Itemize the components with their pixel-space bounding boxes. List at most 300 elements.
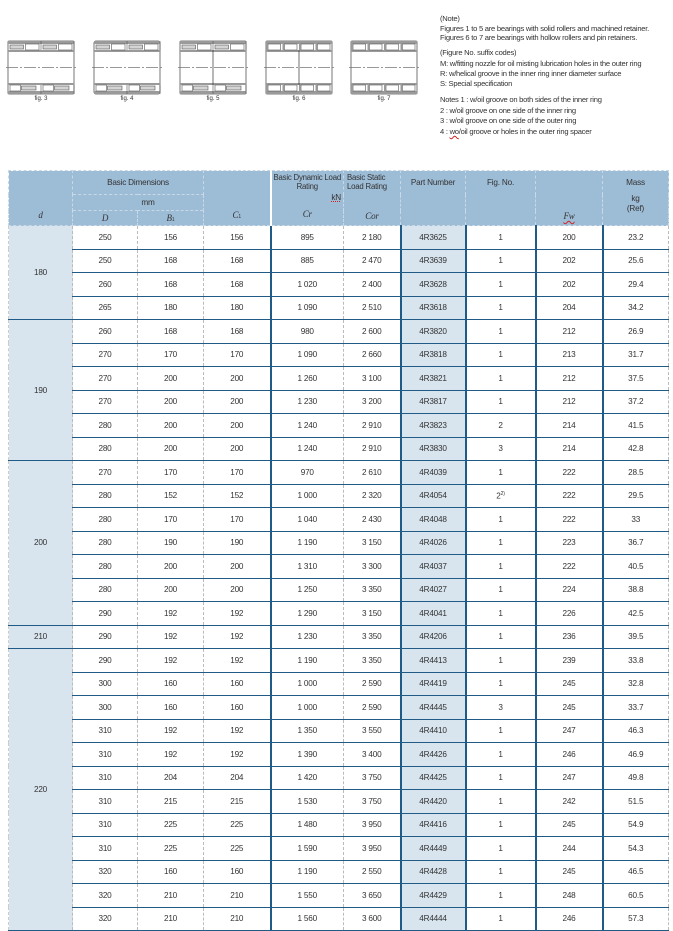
cell-fw: 247	[536, 719, 603, 743]
cell-fw: 212	[536, 390, 603, 414]
cell-part-number: 4R4027	[401, 578, 466, 602]
cell-cr: 1 000	[271, 672, 344, 696]
cell-cor: 3 350	[344, 578, 401, 602]
table-row	[9, 508, 669, 532]
cell-fw: 247	[536, 766, 603, 790]
fig-value: 1	[498, 820, 503, 830]
cell-B1: 192	[138, 649, 204, 673]
cell-fw: 204	[536, 296, 603, 320]
cell-cor: 2 590	[344, 696, 401, 720]
cell-part-number: 4R4445	[401, 696, 466, 720]
table-row	[9, 296, 669, 320]
cell-B1: 168	[138, 273, 204, 297]
fig-value: 3	[498, 444, 503, 454]
cell-cor: 2 610	[344, 461, 401, 485]
cell-mass: 49.8	[603, 766, 669, 790]
bearing-fig5-icon	[178, 40, 248, 95]
fig-value: 1	[498, 303, 503, 313]
cell-fig-no	[466, 390, 536, 414]
dynamic-label: Basic Dynamic Load Rating	[273, 173, 341, 191]
cell-fig-no	[466, 273, 536, 297]
cell-part-number: 4R3818	[401, 343, 466, 367]
cell-part-number: 4R4048	[401, 508, 466, 532]
cell-part-number: 4R3618	[401, 296, 466, 320]
table-row	[9, 273, 669, 297]
cell-part-number: 4R4419	[401, 672, 466, 696]
cell-cr: 1 190	[271, 531, 344, 555]
cell-B1: 192	[138, 602, 204, 626]
cell-fw: 245	[536, 696, 603, 720]
cell-C1: 192	[204, 719, 271, 743]
cell-C1: 180	[204, 296, 271, 320]
cell-B1: 225	[138, 837, 204, 861]
cell-B1: 192	[138, 625, 204, 649]
cell-fw: 245	[536, 860, 603, 884]
cell-cor: 2 430	[344, 508, 401, 532]
cell-fig-no	[466, 367, 536, 391]
fig-value: 1	[498, 373, 503, 383]
cell-cor: 3 750	[344, 790, 401, 814]
cell-mass: 46.5	[603, 860, 669, 884]
figure-caption: fig. 5	[206, 96, 220, 102]
note4-prefix: 4 :	[440, 126, 450, 136]
cell-fw: 224	[536, 578, 603, 602]
cell-fig-no	[466, 555, 536, 579]
suffix-title: (Figure No. suffix codes)	[440, 47, 517, 57]
cell-fig-no	[466, 461, 536, 485]
cell-B1: 200	[138, 555, 204, 579]
cell-part-number: 4R3821	[401, 367, 466, 391]
cell-B1: 152	[138, 484, 204, 508]
cell-part-number: 4R4425	[401, 766, 466, 790]
cell-mass: 42.5	[603, 602, 669, 626]
cell-mass: 39.5	[603, 625, 669, 649]
cell-fw: 239	[536, 649, 603, 673]
cell-fig-no	[466, 226, 536, 250]
table-row	[9, 743, 669, 767]
cell-cr: 1 090	[271, 343, 344, 367]
cell-D: 270	[73, 343, 138, 367]
cell-fw: 242	[536, 790, 603, 814]
cell-cr: 1 190	[271, 860, 344, 884]
cell-fw: 200	[536, 226, 603, 250]
cell-cor: 3 650	[344, 884, 401, 908]
cell-cor: 3 200	[344, 390, 401, 414]
cell-cor: 2 600	[344, 320, 401, 344]
cell-cor: 3 350	[344, 649, 401, 673]
cell-D: 310	[73, 719, 138, 743]
cell-fw: 246	[536, 907, 603, 931]
cell-B1: 192	[138, 743, 204, 767]
unit-kg: kg	[631, 194, 640, 203]
cell-fig-no	[466, 484, 536, 508]
cell-fw: 222	[536, 461, 603, 485]
cell-D: 260	[73, 273, 138, 297]
cell-C1: 160	[204, 696, 271, 720]
cell-cr: 1 000	[271, 696, 344, 720]
cell-B1: 200	[138, 437, 204, 461]
cell-C1: 200	[204, 367, 271, 391]
cell-mass: 25.6	[603, 249, 669, 273]
cell-part-number: 4R3830	[401, 437, 466, 461]
fig-value: 1	[498, 867, 503, 877]
cell-B1: 210	[138, 907, 204, 931]
cell-cor: 3 400	[344, 743, 401, 767]
cell-cr: 895	[271, 226, 344, 250]
cell-part-number: 4R4054	[401, 484, 466, 508]
note-line: Figures 6 to 7 are bearings with hollow rollers and pin retainers.	[440, 33, 638, 43]
cell-D: 290	[73, 625, 138, 649]
fig-value: 1	[498, 632, 503, 642]
figure-4	[92, 40, 162, 95]
cell-part-number: 4R3823	[401, 414, 466, 438]
cell-fw: 214	[536, 414, 603, 438]
fig-value: 1	[498, 843, 503, 853]
cell-cor: 3 950	[344, 837, 401, 861]
cell-cor: 2 400	[344, 273, 401, 297]
header-fig-no: Fig. No.	[466, 171, 536, 226]
cell-mass: 34.2	[603, 296, 669, 320]
cell-mass: 28.5	[603, 461, 669, 485]
cell-fw: 223	[536, 531, 603, 555]
figure-7	[349, 40, 419, 95]
cell-D: 310	[73, 790, 138, 814]
cell-cr: 1 420	[271, 766, 344, 790]
table-row	[9, 602, 669, 626]
bearing-spec-table	[8, 170, 669, 931]
cell-fig-no	[466, 625, 536, 649]
cell-cr: 1 310	[271, 555, 344, 579]
suffix-line: M: w/fitting nozzle for oil misting lubrication holes in the outer ring	[440, 59, 642, 69]
fig-value: 1	[498, 726, 503, 736]
cell-C1: 200	[204, 390, 271, 414]
cell-fig-no	[466, 719, 536, 743]
cell-mass: 42.8	[603, 437, 669, 461]
cell-mass: 26.9	[603, 320, 669, 344]
cell-B1: 160	[138, 696, 204, 720]
cell-fig-no	[466, 743, 536, 767]
cell-fig-no	[466, 907, 536, 931]
figure-caption: fig. 6	[292, 96, 306, 102]
cell-D: 270	[73, 390, 138, 414]
cell-B1: 170	[138, 343, 204, 367]
cell-cor: 3 600	[344, 907, 401, 931]
cell-mass: 37.2	[603, 390, 669, 414]
table-row	[9, 484, 669, 508]
header-basic-dimensions: Basic Dimensions	[73, 171, 204, 195]
cell-C1: 192	[204, 602, 271, 626]
cell-part-number: 4R4444	[401, 907, 466, 931]
suffix-line: R: w/helical groove in the inner ring inner diameter surface	[440, 68, 622, 78]
cell-fw: 212	[536, 367, 603, 391]
cell-cr: 885	[271, 249, 344, 273]
header-B1: B1	[138, 211, 204, 226]
cell-cr: 1 190	[271, 649, 344, 673]
cell-fw: 213	[536, 343, 603, 367]
fig-value: 1	[498, 538, 503, 548]
fig-value: 1	[498, 279, 503, 289]
cell-C1: 152	[204, 484, 271, 508]
cell-part-number: 4R4413	[401, 649, 466, 673]
cell-C1: 170	[204, 508, 271, 532]
table-row	[9, 320, 669, 344]
cell-C1: 170	[204, 461, 271, 485]
cell-cr: 1 240	[271, 414, 344, 438]
table-row	[9, 719, 669, 743]
cell-cr: 1 560	[271, 907, 344, 931]
cell-mass: 29.4	[603, 273, 669, 297]
figure-caption: fig. 7	[377, 96, 391, 102]
cell-B1: 168	[138, 249, 204, 273]
cell-B1: 190	[138, 531, 204, 555]
bearing-fig3-icon	[6, 40, 76, 95]
table-row	[9, 649, 669, 673]
cell-fw: 222	[536, 555, 603, 579]
cell-mass: 31.7	[603, 343, 669, 367]
cell-cr: 1 480	[271, 813, 344, 837]
cell-mass: 38.8	[603, 578, 669, 602]
fig-value: 1	[498, 514, 503, 524]
cell-cr: 1 530	[271, 790, 344, 814]
cell-part-number: 4R4206	[401, 625, 466, 649]
cell-fig-no	[466, 790, 536, 814]
cell-B1: 180	[138, 296, 204, 320]
cell-cr: 1 090	[271, 296, 344, 320]
cell-D: 260	[73, 320, 138, 344]
fig-value: 1	[498, 232, 503, 242]
cell-cr: 1 250	[271, 578, 344, 602]
cell-fw: 245	[536, 813, 603, 837]
cell-fw: 202	[536, 273, 603, 297]
cell-fig-no	[466, 249, 536, 273]
fig-value: 1	[498, 326, 503, 336]
cell-C1: 225	[204, 813, 271, 837]
cell-part-number: 4R4039	[401, 461, 466, 485]
cell-D: 250	[73, 226, 138, 250]
cell-C1: 156	[204, 226, 271, 250]
cell-C1: 225	[204, 837, 271, 861]
cell-C1: 160	[204, 860, 271, 884]
cell-cor: 3 750	[344, 766, 401, 790]
cell-fig-no	[466, 837, 536, 861]
cell-B1: 170	[138, 461, 204, 485]
header-d: d	[9, 171, 73, 226]
cell-B1: 204	[138, 766, 204, 790]
cell-B1: 200	[138, 414, 204, 438]
cell-D: 280	[73, 508, 138, 532]
table-row	[9, 555, 669, 579]
fig-value: 2	[498, 420, 503, 430]
figure-caption: fig. 4	[120, 96, 134, 102]
cell-cr: 1 230	[271, 390, 344, 414]
cell-D: 280	[73, 555, 138, 579]
cell-fw: 214	[536, 437, 603, 461]
cell-cr: 1 590	[271, 837, 344, 861]
table-row	[9, 790, 669, 814]
table-row	[9, 696, 669, 720]
cell-cor: 3 950	[344, 813, 401, 837]
table-body	[9, 226, 669, 931]
figure-5	[178, 40, 248, 95]
cell-cor: 3 300	[344, 555, 401, 579]
fig-value: 1	[498, 679, 503, 689]
cell-B1: 170	[138, 508, 204, 532]
cell-fig-no	[466, 343, 536, 367]
cell-part-number: 4R4416	[401, 813, 466, 837]
unit-mm: mm	[73, 195, 204, 211]
cell-fig-no	[466, 296, 536, 320]
cell-fw: 245	[536, 672, 603, 696]
header-fw: Fw	[536, 171, 603, 226]
cell-fw: 244	[536, 837, 603, 861]
cell-fig-no	[466, 531, 536, 555]
table-row	[9, 837, 669, 861]
cell-cor: 2 180	[344, 226, 401, 250]
cell-part-number: 4R4026	[401, 531, 466, 555]
cell-cr: 1 240	[271, 437, 344, 461]
cell-B1: 160	[138, 672, 204, 696]
bearing-fig7-icon	[349, 40, 419, 95]
figure-6	[264, 40, 334, 95]
cell-D: 280	[73, 531, 138, 555]
cell-d: 220	[9, 649, 73, 931]
cell-D: 250	[73, 249, 138, 273]
header-D: D	[73, 211, 138, 226]
table-row	[9, 249, 669, 273]
cell-part-number: 4R4041	[401, 602, 466, 626]
cell-C1: 170	[204, 343, 271, 367]
cell-cr: 980	[271, 320, 344, 344]
cell-part-number: 4R3639	[401, 249, 466, 273]
cell-d: 180	[9, 226, 73, 320]
cell-mass: 46.9	[603, 743, 669, 767]
cell-D: 270	[73, 367, 138, 391]
cell-C1: 190	[204, 531, 271, 555]
cell-D: 320	[73, 907, 138, 931]
cell-cor: 2 320	[344, 484, 401, 508]
table-row	[9, 625, 669, 649]
numbered-note: Notes 1 : w/oil groove on both sides of the inner ring	[440, 95, 602, 105]
cell-mass: 33	[603, 508, 669, 532]
cell-B1: 200	[138, 367, 204, 391]
cell-cor: 2 550	[344, 860, 401, 884]
cell-cr: 1 390	[271, 743, 344, 767]
table-row	[9, 813, 669, 837]
cell-fig-no	[466, 508, 536, 532]
fig-value: 1	[498, 655, 503, 665]
cell-D: 310	[73, 813, 138, 837]
cell-C1: 192	[204, 625, 271, 649]
table-row	[9, 367, 669, 391]
cell-cr: 1 550	[271, 884, 344, 908]
cell-part-number: 4R4037	[401, 555, 466, 579]
cell-B1: 210	[138, 884, 204, 908]
table-row	[9, 343, 669, 367]
cell-C1: 200	[204, 578, 271, 602]
figure-caption: fig. 3	[34, 96, 48, 102]
notes-panel	[440, 14, 672, 137]
mass-ref: (Ref)	[626, 204, 645, 213]
fig-value: 1	[498, 608, 503, 618]
cell-fig-no	[466, 696, 536, 720]
cell-cor: 3 350	[344, 625, 401, 649]
fig-value: 1	[498, 467, 503, 477]
table-row	[9, 860, 669, 884]
cell-C1: 168	[204, 273, 271, 297]
cell-B1: 192	[138, 719, 204, 743]
header-cr: Cr	[302, 209, 312, 219]
cell-fw: 222	[536, 484, 603, 508]
cell-B1: 160	[138, 860, 204, 884]
cell-D: 290	[73, 602, 138, 626]
cell-fig-no	[466, 602, 536, 626]
cell-part-number: 4R3817	[401, 390, 466, 414]
table-row	[9, 672, 669, 696]
cell-C1: 200	[204, 414, 271, 438]
cell-fig-no	[466, 884, 536, 908]
note4-underlined: wo	[449, 126, 459, 136]
note4-rest: /oil groove or holes in the outer ring spacer	[458, 126, 592, 136]
bearing-fig4-icon	[92, 40, 162, 95]
cell-mass: 51.5	[603, 790, 669, 814]
cell-part-number: 4R4420	[401, 790, 466, 814]
cell-part-number: 4R4449	[401, 837, 466, 861]
cell-D: 265	[73, 296, 138, 320]
cell-C1: 192	[204, 743, 271, 767]
fig-value: 1	[498, 796, 503, 806]
cell-cr: 1 020	[271, 273, 344, 297]
cell-cr: 1 260	[271, 367, 344, 391]
cell-fig-no	[466, 649, 536, 673]
cell-part-number: 4R4410	[401, 719, 466, 743]
cell-fw: 202	[536, 249, 603, 273]
cell-cor: 3 100	[344, 367, 401, 391]
cell-fig-no	[466, 437, 536, 461]
table-row	[9, 226, 669, 250]
cell-fw: 212	[536, 320, 603, 344]
note-line: Figures 1 to 5 are bearings with solid rollers and machined retainer.	[440, 23, 649, 33]
fig-value: 1	[498, 397, 503, 407]
cell-D: 310	[73, 743, 138, 767]
cell-fw: 248	[536, 884, 603, 908]
cell-B1: 215	[138, 790, 204, 814]
cell-part-number: 4R3625	[401, 226, 466, 250]
cell-fig-no	[466, 320, 536, 344]
cell-mass: 36.7	[603, 531, 669, 555]
table-row	[9, 461, 669, 485]
cell-mass: 54.3	[603, 837, 669, 861]
cell-cor: 3 150	[344, 602, 401, 626]
fig-value: 3	[498, 702, 503, 712]
table-row	[9, 766, 669, 790]
header-cor: Cor	[365, 211, 379, 221]
fig-value: 1	[498, 890, 503, 900]
cell-part-number: 4R4429	[401, 884, 466, 908]
cell-B1: 200	[138, 390, 204, 414]
suffix-line: S: Special specification	[440, 78, 513, 88]
cell-mass: 33.8	[603, 649, 669, 673]
cell-D: 300	[73, 696, 138, 720]
header-part-number: Part Number	[401, 171, 466, 226]
cell-fw: 236	[536, 625, 603, 649]
cell-B1: 200	[138, 578, 204, 602]
cell-C1: 200	[204, 437, 271, 461]
cell-cr: 1 040	[271, 508, 344, 532]
cell-cor: 2 590	[344, 672, 401, 696]
table-row	[9, 437, 669, 461]
fig-value: 1	[498, 350, 503, 360]
cell-d: 190	[9, 320, 73, 461]
